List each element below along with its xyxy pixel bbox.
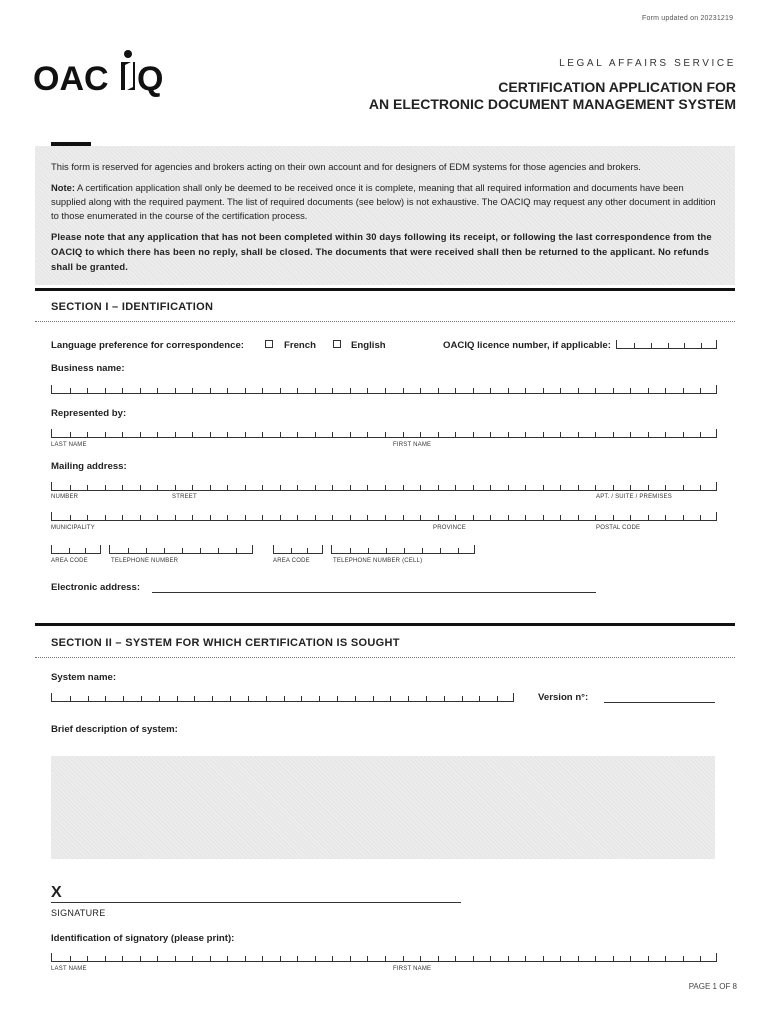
comb-divider <box>210 956 211 961</box>
comb-divider <box>630 515 631 520</box>
comb-divider <box>634 343 635 348</box>
comb-divider <box>560 515 561 520</box>
comb-divider <box>508 485 509 490</box>
comb-divider <box>420 388 421 393</box>
comb-divider <box>105 388 106 393</box>
comb-divider <box>373 696 374 701</box>
comb-divider <box>455 485 456 490</box>
comb-divider <box>473 432 474 437</box>
comb-divider <box>245 956 246 961</box>
comb-divider <box>700 388 701 393</box>
comb-divider <box>497 696 498 701</box>
comb-divider <box>210 515 211 520</box>
comb-divider <box>248 696 249 701</box>
brief-description-field[interactable] <box>51 756 715 859</box>
mailing-address-label: Mailing address: <box>51 461 127 472</box>
comb-divider <box>700 515 701 520</box>
comb-divider <box>192 956 193 961</box>
signatory-last-name-caption: LAST NAME <box>51 966 87 972</box>
comb-divider <box>508 388 509 393</box>
comb-divider <box>332 515 333 520</box>
comb-divider <box>128 548 129 553</box>
comb-divider <box>70 388 71 393</box>
comb-divider <box>508 515 509 520</box>
licence-label: OACIQ licence number, if applicable: <box>443 340 611 351</box>
comb-divider <box>122 515 123 520</box>
comb-divider <box>426 696 427 701</box>
comb-divider <box>175 388 176 393</box>
comb-divider <box>157 432 158 437</box>
comb-divider <box>87 956 88 961</box>
licence-number-field[interactable] <box>616 340 717 349</box>
comb-divider <box>141 696 142 701</box>
comb-divider <box>210 485 211 490</box>
comb-divider <box>123 696 124 701</box>
comb-divider <box>648 515 649 520</box>
comb-divider <box>595 432 596 437</box>
comb-divider <box>613 515 614 520</box>
comb-divider <box>157 956 158 961</box>
comb-divider <box>175 485 176 490</box>
comb-divider <box>525 432 526 437</box>
comb-divider <box>700 432 701 437</box>
comb-divider <box>194 696 195 701</box>
comb-divider <box>683 432 684 437</box>
area-code-field[interactable] <box>51 545 101 554</box>
comb-divider <box>337 696 338 701</box>
comb-divider <box>70 432 71 437</box>
area-code-caption: AREA CODE <box>51 558 88 564</box>
comb-divider <box>122 485 123 490</box>
comb-divider <box>543 515 544 520</box>
comb-divider <box>245 515 246 520</box>
comb-divider <box>140 956 141 961</box>
comb-divider <box>105 485 106 490</box>
comb-divider <box>69 548 70 553</box>
comb-divider <box>701 343 702 348</box>
comb-divider <box>665 485 666 490</box>
postal-code-caption: POSTAL CODE <box>596 525 641 531</box>
comb-divider <box>368 548 369 553</box>
section2-divider <box>35 657 735 658</box>
comb-divider <box>595 515 596 520</box>
comb-divider <box>140 432 141 437</box>
comb-divider <box>630 432 631 437</box>
comb-divider <box>315 432 316 437</box>
comb-divider <box>105 956 106 961</box>
comb-divider <box>122 432 123 437</box>
comb-divider <box>182 548 183 553</box>
comb-divider <box>665 388 666 393</box>
last-name-caption: LAST NAME <box>51 442 87 448</box>
electronic-address-label: Electronic address: <box>51 582 141 593</box>
comb-divider <box>420 485 421 490</box>
comb-divider <box>87 485 88 490</box>
comb-divider <box>122 956 123 961</box>
comb-divider <box>140 515 141 520</box>
comb-divider <box>315 485 316 490</box>
representative-name-field[interactable] <box>51 429 717 438</box>
electronic-address-field[interactable] <box>152 592 596 593</box>
comb-divider <box>578 956 579 961</box>
first-name-caption: FIRST NAME <box>393 442 432 448</box>
comb-divider <box>684 343 685 348</box>
language-label: Language preference for correspondence: <box>51 340 244 351</box>
cell-area-code-field[interactable] <box>273 545 323 554</box>
comb-divider <box>88 696 89 701</box>
comb-divider <box>350 432 351 437</box>
comb-divider <box>665 515 666 520</box>
comb-divider <box>192 388 193 393</box>
comb-divider <box>473 956 474 961</box>
comb-divider <box>403 515 404 520</box>
comb-divider <box>192 485 193 490</box>
comb-divider <box>458 548 459 553</box>
comb-divider <box>297 432 298 437</box>
comb-divider <box>683 485 684 490</box>
comb-divider <box>473 485 474 490</box>
comb-divider <box>543 432 544 437</box>
comb-divider <box>315 515 316 520</box>
comb-divider <box>297 485 298 490</box>
comb-divider <box>245 485 246 490</box>
comb-divider <box>508 956 509 961</box>
comb-divider <box>444 696 445 701</box>
signatory-first-name-caption: FIRST NAME <box>393 966 432 972</box>
french-label: French <box>284 340 316 351</box>
comb-divider <box>438 515 439 520</box>
system-name-label: System name: <box>51 672 117 683</box>
signature-caption: SIGNATURE <box>51 908 106 918</box>
comb-divider <box>332 432 333 437</box>
comb-divider <box>385 515 386 520</box>
comb-divider <box>403 956 404 961</box>
business-name-field[interactable] <box>51 385 717 394</box>
comb-divider <box>350 485 351 490</box>
comb-divider <box>455 388 456 393</box>
comb-divider <box>613 388 614 393</box>
comb-divider <box>297 956 298 961</box>
comb-divider <box>280 515 281 520</box>
comb-divider <box>490 515 491 520</box>
comb-divider <box>280 432 281 437</box>
signature-field[interactable] <box>51 902 461 903</box>
section2-title: SECTION II – SYSTEM FOR WHICH CERTIFICATION IS SOUGHT <box>51 637 400 649</box>
comb-divider <box>280 956 281 961</box>
comb-divider <box>157 388 158 393</box>
comb-divider <box>280 485 281 490</box>
telephone-caption: TELEPHONE NUMBER <box>111 558 179 564</box>
comb-divider <box>315 388 316 393</box>
comb-divider <box>301 696 302 701</box>
comb-divider <box>613 432 614 437</box>
comb-divider <box>490 432 491 437</box>
section1-bar <box>35 288 735 291</box>
comb-divider <box>297 515 298 520</box>
brief-description-label: Brief description of system: <box>51 724 178 735</box>
comb-divider <box>262 485 263 490</box>
comb-divider <box>367 515 368 520</box>
comb-divider <box>105 696 106 701</box>
comb-divider <box>284 696 285 701</box>
comb-divider <box>175 515 176 520</box>
municipality-caption: MUNICIPALITY <box>51 525 95 531</box>
cell-area-code-caption: AREA CODE <box>273 558 310 564</box>
comb-divider <box>350 956 351 961</box>
comb-divider <box>408 696 409 701</box>
page-number: PAGE 1 OF 8 <box>688 982 737 991</box>
comb-divider <box>192 515 193 520</box>
comb-divider <box>403 432 404 437</box>
comb-divider <box>70 956 71 961</box>
comb-divider <box>630 956 631 961</box>
comb-divider <box>630 485 631 490</box>
comb-divider <box>420 432 421 437</box>
comb-divider <box>385 485 386 490</box>
comb-divider <box>595 485 596 490</box>
comb-divider <box>479 696 480 701</box>
section1-divider <box>35 321 735 322</box>
comb-divider <box>385 388 386 393</box>
comb-divider <box>262 388 263 393</box>
comb-divider <box>420 515 421 520</box>
comb-divider <box>245 388 246 393</box>
comb-divider <box>420 956 421 961</box>
comb-divider <box>140 485 141 490</box>
comb-divider <box>332 485 333 490</box>
comb-divider <box>385 956 386 961</box>
comb-divider <box>560 485 561 490</box>
form-updated-date: Form updated on 20231219 <box>642 15 734 22</box>
comb-divider <box>319 696 320 701</box>
oaciq-logo-mark <box>33 48 173 98</box>
comb-divider <box>668 343 669 348</box>
province-caption: PROVINCE <box>433 525 466 531</box>
comb-divider <box>157 485 158 490</box>
signatory-label: Identification of signatory (please print): <box>51 933 235 944</box>
comb-divider <box>455 956 456 961</box>
comb-divider <box>404 548 405 553</box>
intro-text-1: This form is reserved for agencies and brokers acting on their own account and for designers of EDM systems for those agencies and brokers. <box>51 161 641 172</box>
comb-divider <box>462 696 463 701</box>
comb-divider <box>390 696 391 701</box>
comb-divider <box>648 432 649 437</box>
comb-divider <box>245 432 246 437</box>
comb-divider <box>560 388 561 393</box>
number-caption: NUMBER <box>51 494 79 500</box>
comb-divider <box>230 696 231 701</box>
comb-divider <box>595 956 596 961</box>
comb-divider <box>307 548 308 553</box>
comb-divider <box>332 388 333 393</box>
intro-warning: Please note that any application that has not been completed within 30 days following its receipt, or following the last correspondence from the OACIQ to which there has been no reply, shall be closed. The documents that were received shall then be returned to the applicant. No refunds shall be granted. <box>51 231 712 272</box>
english-checkbox[interactable] <box>333 340 341 348</box>
comb-divider <box>560 956 561 961</box>
comb-divider <box>350 388 351 393</box>
comb-divider <box>508 432 509 437</box>
comb-divider <box>159 696 160 701</box>
signatory-name-field[interactable] <box>51 953 717 962</box>
comb-divider <box>683 956 684 961</box>
comb-divider <box>438 485 439 490</box>
comb-divider <box>490 956 491 961</box>
comb-divider <box>648 388 649 393</box>
comb-divider <box>350 515 351 520</box>
comb-divider <box>367 388 368 393</box>
cell-telephone-caption: TELEPHONE NUMBER (CELL) <box>333 558 423 564</box>
comb-divider <box>422 548 423 553</box>
comb-divider <box>236 548 237 553</box>
comb-divider <box>146 548 147 553</box>
signature-x: X <box>51 884 62 901</box>
represented-by-label: Represented by: <box>51 408 127 419</box>
comb-divider <box>157 515 158 520</box>
comb-divider <box>455 515 456 520</box>
telephone-field[interactable] <box>109 545 253 554</box>
comb-divider <box>192 432 193 437</box>
comb-divider <box>525 485 526 490</box>
comb-divider <box>683 388 684 393</box>
comb-divider <box>440 548 441 553</box>
comb-divider <box>227 432 228 437</box>
comb-divider <box>438 956 439 961</box>
comb-divider <box>70 696 71 701</box>
comb-divider <box>227 956 228 961</box>
form-title-line2: AN ELECTRONIC DOCUMENT MANAGEMENT SYSTEM <box>368 96 736 112</box>
comb-divider <box>473 388 474 393</box>
comb-divider <box>350 548 351 553</box>
comb-divider <box>578 515 579 520</box>
municipality-field[interactable] <box>51 512 717 521</box>
comb-divider <box>683 515 684 520</box>
comb-divider <box>87 432 88 437</box>
section2-bar <box>35 623 735 626</box>
business-name-label: Business name: <box>51 363 125 374</box>
comb-divider <box>543 388 544 393</box>
comb-divider <box>578 432 579 437</box>
comb-divider <box>177 696 178 701</box>
street-address-field[interactable] <box>51 482 717 491</box>
comb-divider <box>140 388 141 393</box>
comb-divider <box>175 956 176 961</box>
comb-divider <box>438 432 439 437</box>
comb-divider <box>578 485 579 490</box>
comb-divider <box>665 432 666 437</box>
comb-divider <box>367 432 368 437</box>
comb-divider <box>291 548 292 553</box>
comb-divider <box>386 548 387 553</box>
comb-divider <box>175 432 176 437</box>
comb-divider <box>525 515 526 520</box>
comb-divider <box>297 388 298 393</box>
comb-divider <box>525 388 526 393</box>
cell-telephone-field[interactable] <box>331 545 475 554</box>
comb-divider <box>87 388 88 393</box>
system-name-field[interactable] <box>51 693 514 702</box>
svg-text:Q: Q <box>137 60 164 98</box>
comb-divider <box>70 515 71 520</box>
version-field[interactable] <box>604 702 715 703</box>
comb-divider <box>355 696 356 701</box>
comb-divider <box>630 388 631 393</box>
comb-divider <box>700 956 701 961</box>
comb-divider <box>266 696 267 701</box>
comb-divider <box>210 388 211 393</box>
comb-divider <box>218 548 219 553</box>
comb-divider <box>262 956 263 961</box>
comb-divider <box>367 956 368 961</box>
form-title-line1: CERTIFICATION APPLICATION FOR <box>498 79 736 95</box>
comb-divider <box>543 956 544 961</box>
comb-divider <box>490 485 491 490</box>
comb-divider <box>262 515 263 520</box>
comb-divider <box>315 956 316 961</box>
comb-divider <box>85 548 86 553</box>
note-label: Note: <box>51 182 75 193</box>
comb-divider <box>210 432 211 437</box>
french-checkbox[interactable] <box>265 340 273 348</box>
comb-divider <box>227 515 228 520</box>
oaciq-logo <box>33 48 173 98</box>
comb-divider <box>332 956 333 961</box>
comb-divider <box>613 485 614 490</box>
comb-divider <box>648 485 649 490</box>
comb-divider <box>70 485 71 490</box>
comb-divider <box>403 485 404 490</box>
comb-divider <box>473 515 474 520</box>
english-label: English <box>351 340 386 351</box>
comb-divider <box>262 432 263 437</box>
comb-divider <box>595 388 596 393</box>
intro-note <box>51 181 719 223</box>
comb-divider <box>227 485 228 490</box>
comb-divider <box>200 548 201 553</box>
comb-divider <box>385 432 386 437</box>
comb-divider <box>87 515 88 520</box>
street-caption: STREET <box>172 494 197 500</box>
comb-divider <box>105 515 106 520</box>
comb-divider <box>105 432 106 437</box>
section1-title: SECTION I – IDENTIFICATION <box>51 301 214 313</box>
svg-text:OAC: OAC <box>33 60 109 98</box>
comb-divider <box>490 388 491 393</box>
comb-divider <box>525 956 526 961</box>
comb-divider <box>122 388 123 393</box>
comb-divider <box>665 956 666 961</box>
comb-divider <box>280 388 281 393</box>
comb-divider <box>578 388 579 393</box>
comb-divider <box>164 548 165 553</box>
service-name: LEGAL AFFAIRS SERVICE <box>559 58 736 69</box>
comb-divider <box>455 432 456 437</box>
comb-divider <box>613 956 614 961</box>
comb-divider <box>212 696 213 701</box>
comb-divider <box>700 485 701 490</box>
comb-divider <box>227 388 228 393</box>
comb-divider <box>438 388 439 393</box>
version-label: Version n°: <box>538 692 589 703</box>
comb-divider <box>560 432 561 437</box>
comb-divider <box>367 485 368 490</box>
comb-divider <box>403 388 404 393</box>
note-text: A certification application shall only be deemed to be received once it is complete, meaning that all required information and documents have been supplied along with the required payment. The list of required documents (see below) is not exhaustive. The OACIQ may request any other document in addition to those enumerated in the course of the certification process. <box>51 182 716 221</box>
apt-caption: APT. / SUITE / PREMISES <box>596 494 672 500</box>
comb-divider <box>648 956 649 961</box>
comb-divider <box>651 343 652 348</box>
comb-divider <box>543 485 544 490</box>
